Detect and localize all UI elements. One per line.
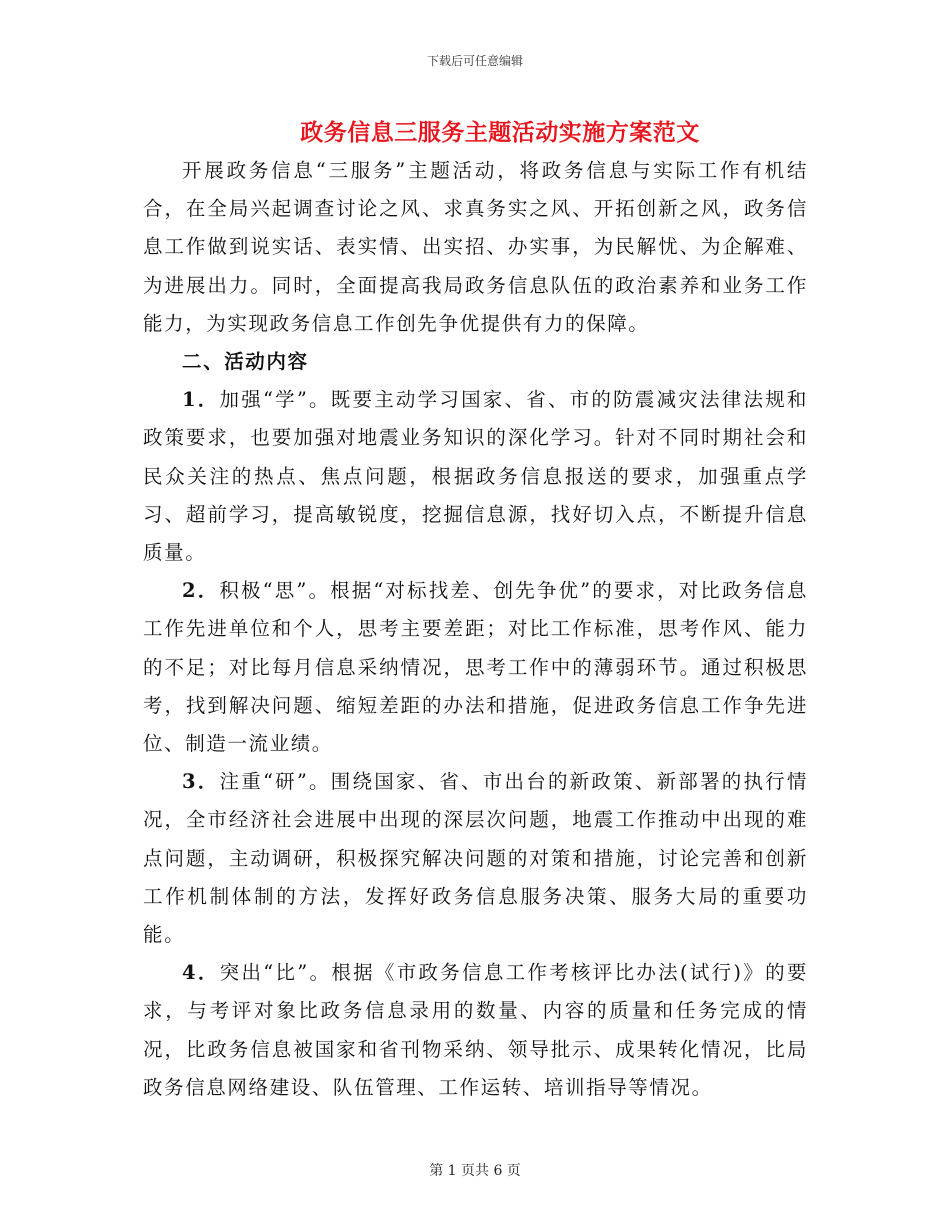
list-item — [143, 572, 808, 763]
item-text: 加强“学”。既要主动学习国家、省、市的防震减灾法律法规和政策要求，也要加强对地震业务知识的深化学习。针对不同时期社会和民众关注的热点、焦点问题，根据政务信息报送的要求，加强重点学习、超前学习，提高敏锐度，挖掘信息源，找好切入点，不断提升信息质量。 — [143, 388, 808, 565]
document-body — [143, 152, 808, 1107]
item-number: 1． — [182, 388, 220, 412]
page-footer: 第 1 页共 6 页 — [429, 1163, 521, 1179]
list-item — [143, 954, 808, 1107]
item-number: 3． — [182, 770, 220, 794]
item-number: 4． — [182, 961, 220, 985]
item-text: 注重“研”。围绕国家、省、市出台的新政策、新部署的执行情况，全市经济社会进展中出现的深层次问题，地震工作推动中出现的难点问题，主动调研，积极探究解决问题的对策和措施，讨论完善和创新工作机制体制的方法，发挥好政务信息服务决策、服务大局的重要功能。 — [143, 770, 808, 947]
page-header: 下载后可任意编辑 — [426, 54, 523, 68]
list-item — [143, 763, 808, 954]
item-number: 2． — [182, 579, 220, 603]
section-heading: 二、活动内容 — [182, 350, 309, 374]
item-text: 积极“思”。根据“对标找差、创先争优”的要求，对比政务信息工作先进单位和个人，思考主要差距；对比工作标准，思考作风、能力的不足；对比每月信息采纳情况，思考工作中的薄弱环节。通过积极思考，找到解决问题、缩短差距的办法和措施，促进政务信息工作争先进位、制造一流业绩。 — [143, 579, 808, 756]
item-text: 突出“比”。根据《市政务信息工作考核评比办法(试行)》的要求，与考评对象比政务信息录用的数量、内容的质量和任务完成的情况，比政务信息被国家和省刊物采纳、领导批示、成果转化情况，比局政务信息网络建设、队伍管理、工作运转、培训指导等情况。 — [143, 961, 808, 1099]
intro-paragraph: 开展政务信息“三服务”主题活动，将政务信息与实际工作有机结合，在全局兴起调查讨论之风、求真务实之风、开拓创新之风，政务信息工作做到说实话、表实情、出实招、办实事，为民解忧、为企解难、为进展出力。同时，全面提高我局政务信息队伍的政治素养和业务工作能力，为实现政务信息工作创先争优提供有力的保障。 — [143, 159, 808, 335]
document-title: 政务信息三服务主题活动实施方案范文 — [300, 119, 700, 146]
list-item — [143, 381, 808, 572]
